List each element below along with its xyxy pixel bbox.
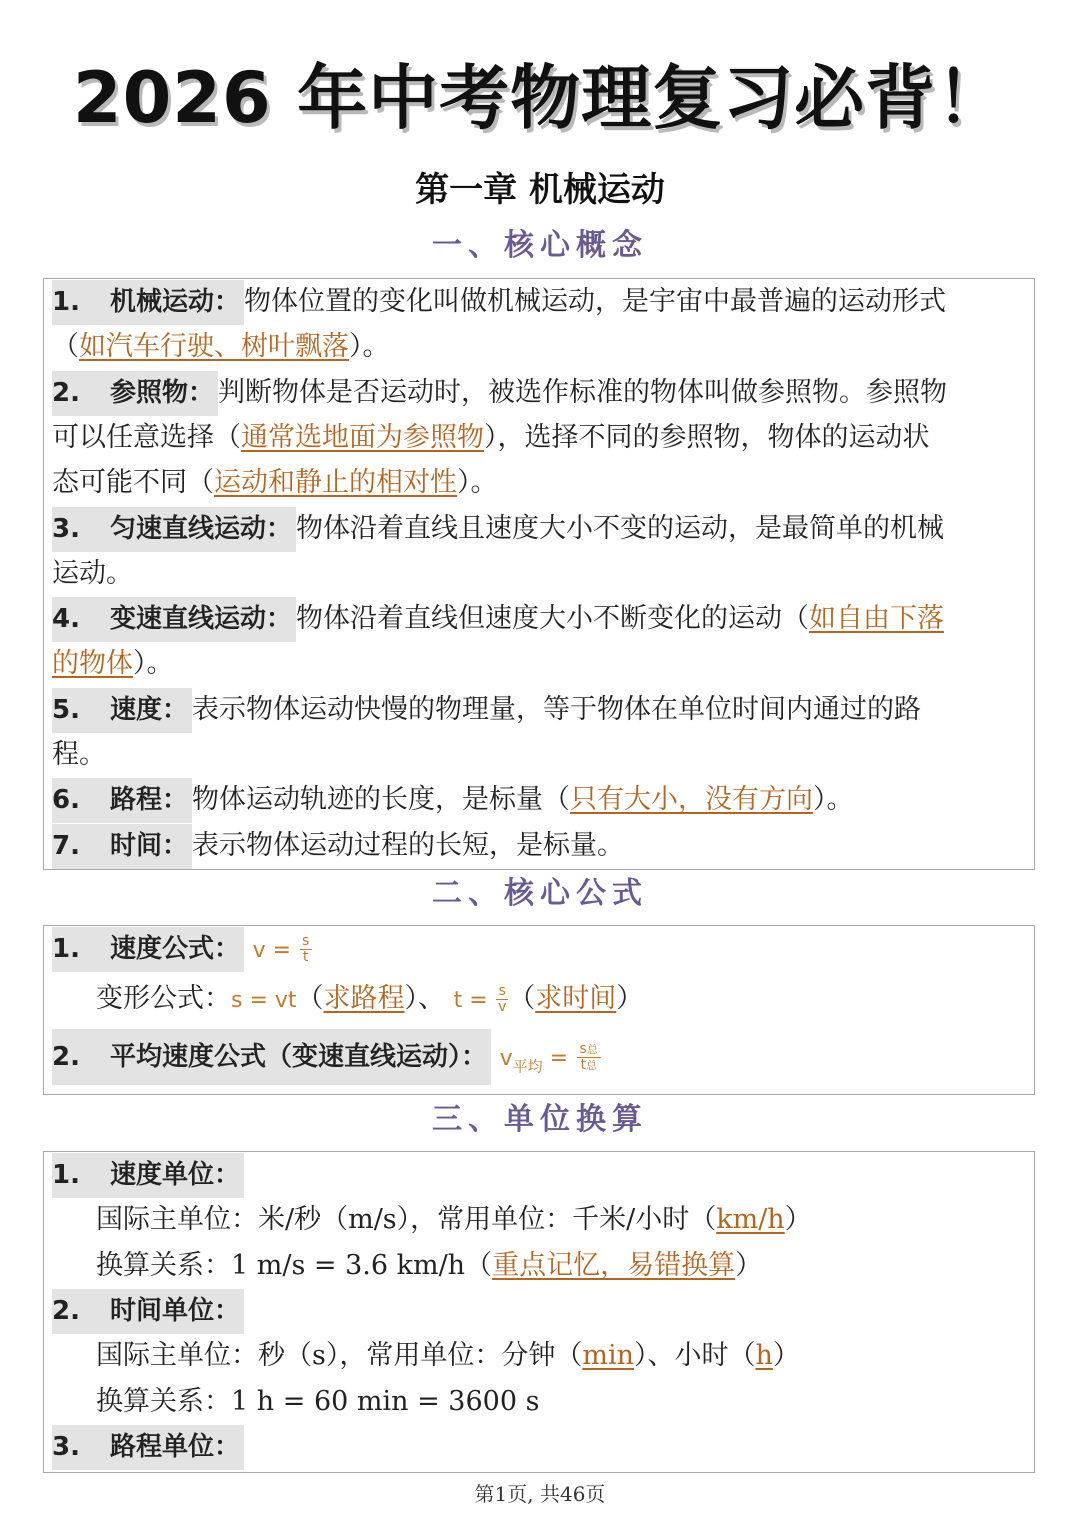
text-line: [52, 460, 1024, 505]
section-heading-units: 三、单位换算: [432, 1102, 648, 1137]
highlighted-text: 只有大小，没有方向: [570, 784, 814, 816]
term-label: 6. 路程：: [52, 778, 192, 823]
text-run: ）: [784, 1204, 812, 1236]
highlighted-text: 如汽车行驶、树叶飘落: [79, 331, 349, 363]
text-line: [96, 1379, 1024, 1424]
text-run: 表示物体运动快慢的物理量，等于物体在单位时间内通过的路: [192, 693, 922, 725]
text-line: [52, 641, 1024, 686]
term-label: 2. 时间单位：: [52, 1289, 244, 1334]
text-run: ）。: [457, 467, 498, 499]
text-run: ）: [772, 1340, 800, 1372]
formula-average-speed: 2. 平均速度公式（变速直线运动）： $v_{平均}$ = $\frac{\text{s总}}{\text{t总}}$: [52, 1029, 1024, 1089]
text-line: [52, 551, 1024, 596]
fraction: $\frac{s}{t}$: [300, 934, 312, 965]
text-run: ）、小时（: [634, 1340, 756, 1372]
term-label: 3. 匀速直线运动：: [52, 507, 296, 552]
term-label: 1. 机械运动：: [52, 280, 244, 325]
text-run: 表示物体运动过程的长短，是标量。: [192, 829, 625, 861]
text-line: [52, 823, 1024, 869]
text-run: 物体沿着直线但速度大小不断变化的运动（: [296, 603, 810, 635]
text-line: [52, 596, 1024, 642]
text-line: [52, 370, 1024, 416]
highlighted-text: 重点记忆，易错换算: [492, 1249, 736, 1281]
text-run: 程。: [52, 739, 106, 770]
concepts-box: [43, 278, 1035, 870]
text-run: 换算关系：1 h = 60 min = 3600 s: [96, 1385, 540, 1417]
text-run: 判断物体是否运动时，被选作标准的物体叫做参照物。参照物: [218, 376, 948, 408]
text-line: [52, 687, 1024, 733]
fraction: $\frac{s}{v}$: [498, 983, 507, 1015]
text-run: ），选择不同的参照物，物体的运动状: [484, 421, 930, 453]
term-label: 2. 参照物：: [52, 371, 218, 416]
fraction: $\frac{\text{s总}}{\text{t总}}$: [577, 1042, 601, 1073]
text-line: [52, 732, 1024, 777]
units-box: [43, 1151, 1035, 1473]
highlighted-text: 通常选地面为参照物: [241, 421, 484, 453]
text-run: 换算关系：1 m/s = 3.6 km/h（: [96, 1249, 493, 1281]
page-footer: 第1页, 共46页: [474, 1482, 606, 1506]
section-heading-concepts: 一、核心概念: [432, 228, 648, 263]
text-run: ）。: [133, 648, 174, 680]
text-line: [52, 506, 1024, 552]
formula-label: 1. 速度公式：: [52, 927, 244, 972]
term-label: 1. 速度单位：: [52, 1153, 244, 1198]
formula-label: 2. 平均速度公式（变速直线运动）：: [52, 1029, 491, 1085]
text-line: [52, 777, 1024, 823]
term-label: 5. 速度：: [52, 688, 192, 733]
text-line: [96, 1333, 1024, 1378]
text-run: 国际主单位：米/秒（m/s），常用单位：千米/小时（: [96, 1204, 717, 1236]
term-label: 4. 变速直线运动：: [52, 597, 296, 642]
text-run: ）。: [813, 784, 854, 816]
term-label: 3. 路程单位：: [52, 1425, 244, 1470]
text-run: 可以任意选择（: [52, 421, 241, 453]
text-line: [96, 1243, 1024, 1288]
text-line: [52, 415, 1024, 460]
page-title: 2026 年中考物理复习必背！: [72, 57, 1008, 139]
text-run: 态可能不同（: [52, 467, 214, 499]
formula-lhs: v =: [252, 938, 292, 963]
text-line: [52, 1424, 1024, 1470]
section-heading-formulas: 二、核心公式: [432, 876, 648, 911]
formula-derived: 变形公式：s = vt（求路程）、 t = $\frac{s}{v}$ （求时间）: [96, 983, 644, 1015]
text-run: 物体位置的变化叫做机械运动，是宇宙中最普遍的运动形式: [244, 286, 947, 317]
highlighted-text: 如自由下落: [809, 603, 945, 635]
formulas-box: [43, 925, 1035, 1095]
text-run: 物体运动轨迹的长度，是标量（: [192, 784, 571, 816]
text-run: ）: [735, 1249, 763, 1281]
highlighted-text: min: [582, 1340, 634, 1372]
text-run: 物体沿着直线且速度大小不变的运动，是最简单的机械: [296, 512, 945, 544]
text-run: （: [52, 331, 79, 363]
chapter-title: 第一章 机械运动: [415, 170, 665, 210]
text-run: 运动。: [52, 557, 133, 589]
text-line: [52, 324, 1024, 369]
term-label: 7. 时间：: [52, 824, 192, 869]
text-line: [52, 279, 1024, 325]
highlighted-text: km/h: [716, 1204, 785, 1236]
highlighted-text: 的物体: [52, 648, 133, 680]
formula-speed: [52, 926, 1024, 973]
text-line: [96, 1197, 1024, 1242]
highlighted-text: h: [755, 1340, 773, 1372]
highlighted-text: 运动和静止的相对性: [214, 467, 457, 499]
text-line: [52, 1288, 1024, 1334]
text-run: 国际主单位：秒（s），常用单位：分钟（: [96, 1340, 583, 1372]
text-line: [52, 1152, 1024, 1198]
text-run: ）。: [349, 331, 390, 363]
